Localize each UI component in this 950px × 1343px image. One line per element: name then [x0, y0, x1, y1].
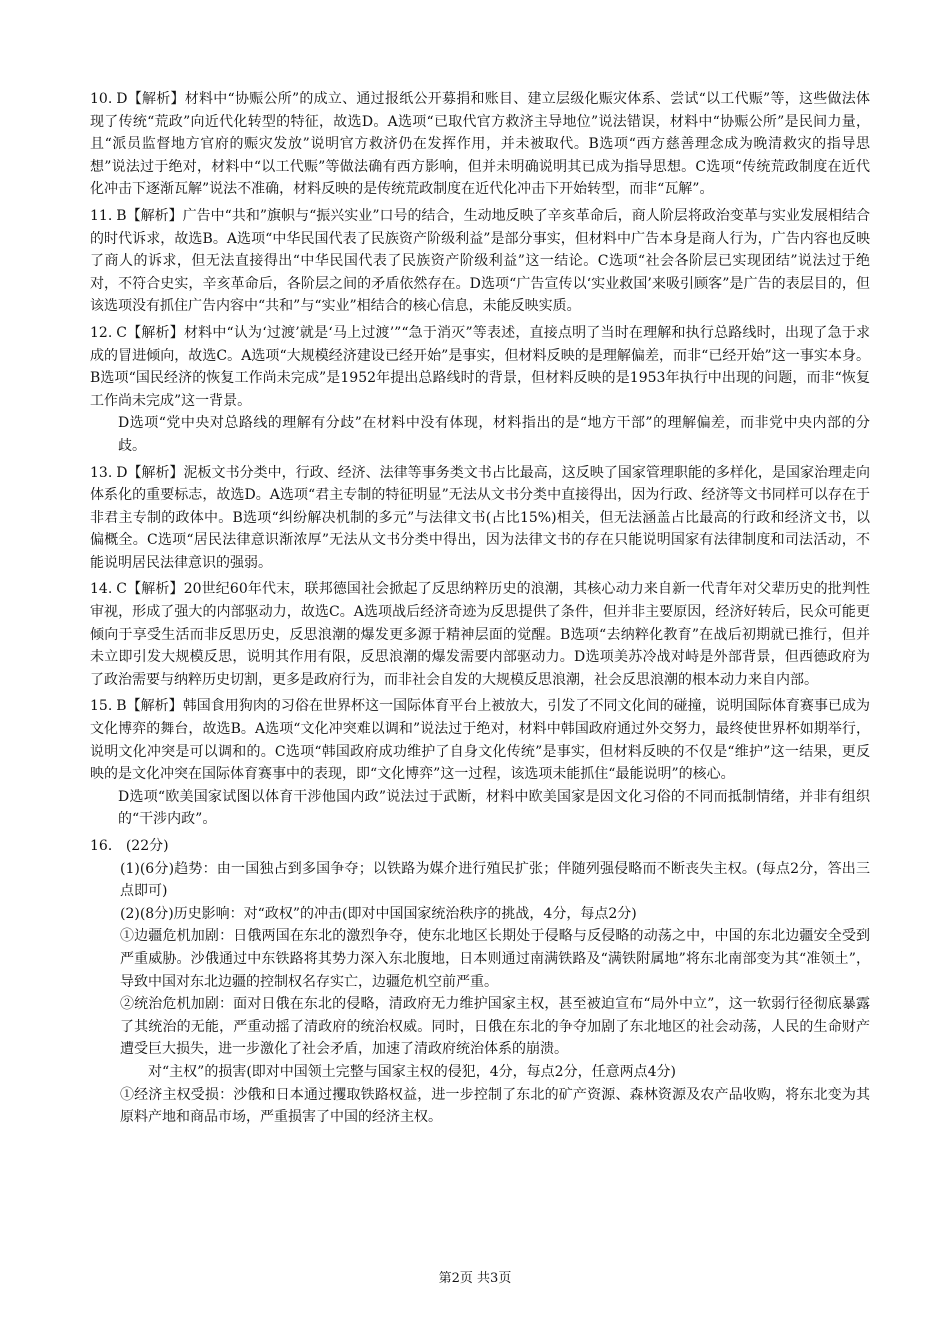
q16-point-border-crisis: ①边疆危机加剧：日俄两国在东北的激烈争夺，使东北地区长期处于侵略与反侵略的动荡之中，中国的东北边疆安全受到严重威胁。沙俄通过中东铁路将其势力深入东北腹地，日本则通过南满铁路及“满铁附属地”将东北南部变为其“准领土”，导致中国对东北边疆的控制权名存实亡，边疆危机空前严重。	[120, 928, 870, 990]
answer-content	[90, 88, 870, 1129]
q16-sovereignty-title: 对“主权”的损害(即对中国领土完整与国家主权的侵犯，4分，每点2分，任意两点4分)	[148, 1063, 676, 1080]
answer-item-12	[90, 322, 870, 458]
item-text: C【解析】20世纪60年代末，联邦德国社会掀起了反思纳粹历史的浪潮，其核心动力来自新一代青年对父辈历史的批判性审视，形成了强大的内部驱动力，故选C。A选项战后经济奇迹为反思提供了条件，但并非主要原因，经济好转后，民众可能更倾向于享受生活而非反思历史，反思浪潮的爆发更多源于精神层面的觉醒。B选项“去纳粹化教育”在战后初期就已推行，但并未立即引发大规模反思，说明其作用有限，反思浪潮的爆发需要内部驱动力。D选项美苏冷战对峙是外部背景，但西德政府为了政治需要与纳粹历史切割，更多是政府行为，而非社会自发的大规模反思浪潮，社会反思浪潮的根本动力来自内部。	[90, 581, 870, 688]
page-footer: 第2页 共3页	[438, 1271, 512, 1286]
answer-item-11	[90, 205, 870, 318]
answer-item-10	[90, 88, 870, 201]
item-extra-paragraph: D选项“欧美国家试图以体育干涉他国内政”说法过于武断，材料中欧美国家是因文化习俗的不同而抵制情绪，并非有组织的“干涉内政”。	[118, 788, 870, 828]
answer-item-13	[90, 462, 870, 575]
q16-point-economic-sovereignty: ①经济主权受损：沙俄和日本通过攫取铁路权益，进一步控制了东北的矿产资源、森林资源及农产品收购，将东北变为其原料产地和商品市场，严重损害了中国的经济主权。	[120, 1086, 870, 1126]
item-number: 12.	[90, 324, 113, 341]
item-text: C【解析】材料中“认为‘过渡’就是‘马上过渡’”“急于消灭”等表述，直接点明了当时在理解和执行总路线时，出现了急于求成的冒进倾向，故选C。A选项“大规模经济建设已经开始”是事实，但材料反映的是理解偏差，而非“已经开始”这一事实本身。B选项“国民经济的恢复工作尚未完成”是1952年提出总路线时的背景，但材料反映的是1953年执行中出现的问题，而非“恢复工作尚未完成”这一背景。	[90, 324, 870, 409]
item-text: B【解析】韩国食用狗肉的习俗在世界杯这一国际体育平台上被放大，引发了不同文化间的碰撞，说明国际体育赛事已成为文化博弈的舞台，故选B。A选项“文化冲突难以调和”说法过于绝对，材料中韩国政府通过外交努力，最终使世界杯如期举行，说明文化冲突是可以调和的。C选项“韩国政府成功维护了自身文化传统”是事实，但材料反映的不仅是“维护”这一结果，更反映的是文化冲突在国际体育赛事中的表现，即“文化博弈”这一过程，该选项未能抓住“最能说明”的核心。	[90, 698, 870, 783]
item-number: 15.	[90, 698, 113, 715]
item-number: 16．	[90, 838, 122, 854]
item-number: 14.	[90, 581, 113, 598]
item-text: D【解析】泥板文书分类中，行政、经济、法律等事务类文书占比最高，这反映了国家管理职能的多样化，是国家治理走向体系化的重要标志，故选D。A选项“君主专制的特征明显”无法从文书分类中直接得出，因为行政、经济等文书同样可以存在于非君主专制的政体中。B选项“纠纷解决机制的多元”与法律文书(占比15%)相关，但无法涵盖占比最高的行政和经济文书，以偏概全。C选项“居民法律意识渐浓厚”无法从文书分类中得出，因为法律文书的存在只能说明国家有法律制度和司法活动，不能说明居民法律意识的强弱。	[90, 464, 870, 571]
item-extra-paragraph: D选项“党中央对总路线的理解有分歧”在材料中没有体现，材料指出的是“地方干部”的理解偏差，而非党中央内部的分歧。	[118, 415, 870, 454]
item-number: 10.	[90, 91, 113, 107]
answer-item-16	[90, 835, 870, 858]
answer-item-14	[90, 578, 870, 691]
item-text: B【解析】广告中“共和”旗帜与“振兴实业”口号的结合，生动地反映了辛亥革命后，商人阶层将政治变革与实业发展相结合的时代诉求，故选B。A选项“中华民国代表了民族资产阶级利益”是部分事实，但材料中广告本身是商人行为，广告内容也反映了商人的诉求，但无法直接得出“中华民国代表了民族资产阶级利益”这一结论。C选项“社会各阶层已实现团结”说法过于绝对，不符合史实，辛亥革命后，各阶层之间的矛盾依然存在。D选项“广告宣传以‘实业救国’来吸引顾客”是广告的表层目的，但该选项没有抓住广告内容中“共和”与“实业”相结合的核心信息，未能反映实质。	[90, 207, 870, 315]
item-text: (22分)	[125, 838, 169, 854]
q16-part1: (1)(6分)趋势：由一国独占到多国争夺；以铁路为媒介进行殖民扩张；伴随列强侵略而不断丧失主权。(每点2分，答出三点即可)	[120, 860, 870, 900]
item-number: 11.	[90, 207, 113, 224]
q16-part2-title: (2)(8分)历史影响：对“政权”的冲击(即对中国国家统治秩序的挑战，4分，每点2分)	[120, 905, 637, 922]
item-text: D【解析】材料中“协赈公所”的成立、通过报纸公开募捐和账目、建立层级化赈灾体系、尝试“以工代赈”等，这些做法体现了传统“荒政”向近代化转型的特征，故选D。A选项“已取代官方救济主导地位”说法错误，材料中“协赈公所”是民间力量，且“派员监督地方官府的赈灾发放”说明官方救济仍在发挥作用，并未被取代。B选项“西方慈善理念成为晚清救灾的指导思想”说法过于绝对，材料中“以工代赈”等做法确有西方影响，但并未明确说明其已成为指导思想。C选项“传统荒政制度在近代化冲击下逐渐瓦解”说法不准确，材料反映的是传统荒政制度在近代化冲击下开始转型，而非“瓦解”。	[90, 91, 870, 198]
item-number: 13.	[90, 464, 113, 481]
q16-point-rule-crisis: ②统治危机加剧：面对日俄在东北的侵略，清政府无力维护国家主权，甚至被迫宣布“局外中立”，这一软弱行径彻底暴露了其统治的无能，严重动摇了清政府的统治权威。同时，日俄在东北的争夺加剧了东北地区的社会动荡，人民的生命财产遭受巨大损失，进一步激化了社会矛盾，加速了清政府统治体系的崩溃。	[120, 996, 870, 1058]
answer-item-15	[90, 695, 870, 831]
